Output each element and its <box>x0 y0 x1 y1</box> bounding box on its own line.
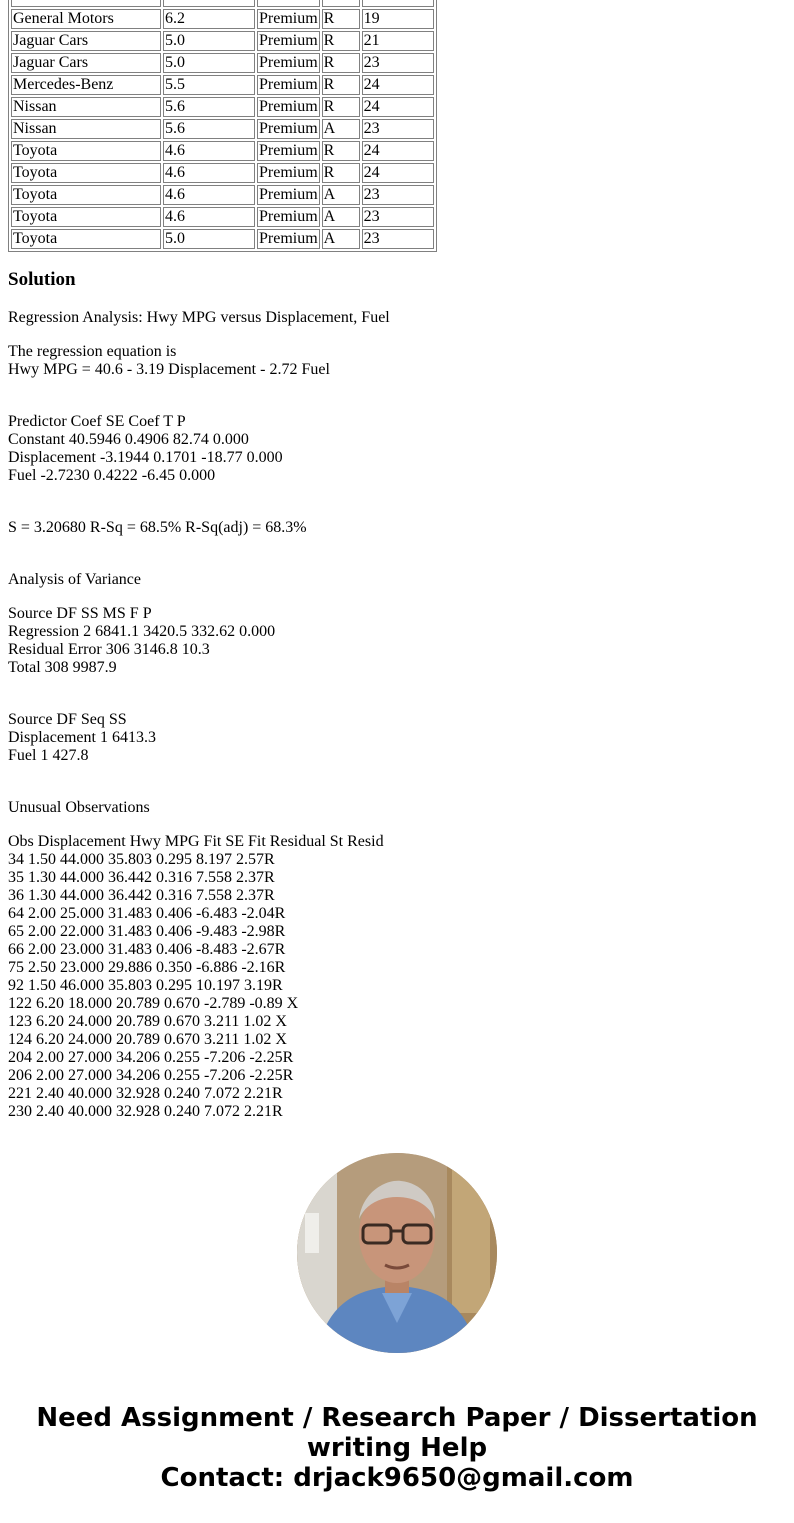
unusual-observation-line: 230 2.40 40.000 32.928 0.240 7.072 2.21R <box>8 1103 283 1120</box>
car-data-table <box>8 0 437 252</box>
fit-statistics: S = 3.20680 R-Sq = 68.5% R-Sq(adj) = 68.3% <box>8 519 307 536</box>
unusual-observation-line: 34 1.50 44.000 35.803 0.295 8.197 2.57R <box>8 851 275 868</box>
table-cell <box>257 0 320 7</box>
table-cell: 23 <box>362 119 434 139</box>
table-row <box>11 229 434 249</box>
table-cell: 4.6 <box>163 185 255 205</box>
table-cell: R <box>322 163 360 183</box>
table-cell: Toyota <box>11 163 161 183</box>
table-cell: Premium <box>259 54 318 71</box>
coef-line: Predictor Coef SE Coef T P <box>8 413 186 430</box>
table-cell: General Motors <box>11 9 161 29</box>
table-cell: A <box>322 207 360 227</box>
table-cell: Premium <box>259 208 318 225</box>
table-cell: R <box>322 97 360 117</box>
regression-equation: Hwy MPG = 40.6 - 3.19 Displacement - 2.72 Fuel <box>8 361 330 378</box>
promo-contact: Contact: drjack9650@gmail.com <box>160 1463 634 1493</box>
table-cell: Jaguar Cars <box>11 31 161 51</box>
table-cell: 24 <box>362 75 434 95</box>
coef-line: Constant 40.5946 0.4906 82.74 0.000 <box>8 431 249 448</box>
unusual-observation-line: 64 2.00 25.000 31.483 0.406 -6.483 -2.04R <box>8 905 286 922</box>
table-cell: Premium <box>259 76 318 93</box>
table-cell: R <box>322 141 360 161</box>
anova-line: Regression 2 6841.1 3420.5 332.62 0.000 <box>8 623 276 640</box>
table-cell: 23 <box>362 229 434 249</box>
seq-ss-table <box>8 711 156 765</box>
table-cell: 5.6 <box>163 119 255 139</box>
author-avatar <box>297 1153 497 1353</box>
unusual-observation-line: 204 2.00 27.000 34.206 0.255 -7.206 -2.25R <box>8 1049 294 1066</box>
table-cell: 23 <box>362 53 434 73</box>
table-row <box>11 0 434 7</box>
regression-title: Regression Analysis: Hwy MPG versus Displacement, Fuel <box>8 309 390 326</box>
unusual-observation-line: Obs Displacement Hwy MPG Fit SE Fit Residual St Resid <box>8 833 384 850</box>
unusual-observations-title: Unusual Observations <box>8 799 150 816</box>
table-cell: Jaguar Cars <box>11 53 161 73</box>
table-cell: 21 <box>362 31 434 51</box>
table-cell: 5.6 <box>163 97 255 117</box>
table-cell: A <box>322 119 360 139</box>
table-cell: R <box>322 31 360 51</box>
regression-equation-block <box>8 343 330 379</box>
table-cell <box>163 0 255 7</box>
table-cell: A <box>322 229 360 249</box>
unusual-observation-line: 35 1.30 44.000 36.442 0.316 7.558 2.37R <box>8 869 275 886</box>
table-cell <box>11 0 161 7</box>
table-row <box>11 9 434 29</box>
anova-line: Total 308 9987.9 <box>8 659 117 676</box>
table-cell: 24 <box>362 163 434 183</box>
table-cell: R <box>322 75 360 95</box>
unusual-observation-line: 206 2.00 27.000 34.206 0.255 -7.206 -2.25R <box>8 1067 294 1084</box>
unusual-observations-table <box>8 833 384 1121</box>
table-cell: Premium <box>259 120 318 137</box>
anova-title: Analysis of Variance <box>8 571 141 588</box>
table-cell: Premium <box>259 142 318 159</box>
coefficient-table <box>8 413 283 485</box>
table-cell: Premium <box>259 164 318 181</box>
table-cell: 5.0 <box>163 53 255 73</box>
unusual-observation-line: 65 2.00 22.000 31.483 0.406 -9.483 -2.98R <box>8 923 286 940</box>
table-row <box>11 31 434 51</box>
table-row <box>11 141 434 161</box>
anova-table <box>8 605 275 677</box>
solution-heading: Solution <box>8 269 76 290</box>
unusual-observation-line: 36 1.30 44.000 36.442 0.316 7.558 2.37R <box>8 887 275 904</box>
table-cell: Toyota <box>11 229 161 249</box>
table-cell: Premium <box>259 32 318 49</box>
table-cell: Toyota <box>11 185 161 205</box>
promo-footer <box>0 1403 794 1493</box>
table-row <box>11 207 434 227</box>
unusual-observation-line: 122 6.20 18.000 20.789 0.670 -2.789 -0.89 X <box>8 995 299 1012</box>
table-cell: 19 <box>362 9 434 29</box>
table-cell <box>322 0 360 7</box>
table-row <box>11 185 434 205</box>
promo-line-2: writing Help <box>306 1433 488 1463</box>
promo-line-1: Need Assignment / Research Paper / Dissertation <box>36 1403 758 1433</box>
seq-line: Fuel 1 427.8 <box>8 747 89 764</box>
table-row <box>11 97 434 117</box>
unusual-observation-line: 66 2.00 23.000 31.483 0.406 -8.483 -2.67R <box>8 941 286 958</box>
table-row <box>11 119 434 139</box>
unusual-observation-line: 124 6.20 24.000 20.789 0.670 3.211 1.02 X <box>8 1031 287 1048</box>
table-row <box>11 75 434 95</box>
table-cell: R <box>322 53 360 73</box>
table-cell: Nissan <box>11 97 161 117</box>
table-cell: Premium <box>259 10 318 27</box>
anova-line: Residual Error 306 3146.8 10.3 <box>8 641 210 658</box>
table-cell: A <box>322 185 360 205</box>
equation-intro: The regression equation is <box>8 343 177 360</box>
unusual-observation-line: 75 2.50 23.000 29.886 0.350 -6.886 -2.16R <box>8 959 286 976</box>
table-cell: 23 <box>362 185 434 205</box>
unusual-observation-line: 92 1.50 46.000 35.803 0.295 10.197 3.19R <box>8 977 283 994</box>
table-cell: Premium <box>259 186 318 203</box>
table-cell: Nissan <box>11 119 161 139</box>
coef-line: Fuel -2.7230 0.4222 -6.45 0.000 <box>8 467 216 484</box>
seq-line: Displacement 1 6413.3 <box>8 729 156 746</box>
table-cell: Mercedes-Benz <box>11 75 161 95</box>
table-cell: 5.0 <box>163 31 255 51</box>
table-cell: 24 <box>362 141 434 161</box>
table-row <box>11 53 434 73</box>
unusual-observation-line: 221 2.40 40.000 32.928 0.240 7.072 2.21R <box>8 1085 283 1102</box>
author-photo <box>297 1153 497 1353</box>
unusual-observation-line: 123 6.20 24.000 20.789 0.670 3.211 1.02 X <box>8 1013 287 1030</box>
table-cell: 23 <box>362 207 434 227</box>
table-cell: Toyota <box>11 207 161 227</box>
table-cell: 5.5 <box>163 75 255 95</box>
table-cell: 6.2 <box>163 9 255 29</box>
anova-line: Source DF SS MS F P <box>8 605 152 622</box>
table-cell: 4.6 <box>163 141 255 161</box>
table-cell: 5.0 <box>163 229 255 249</box>
table-cell: Premium <box>259 230 318 247</box>
table-cell: 4.6 <box>163 163 255 183</box>
table-cell: Toyota <box>11 141 161 161</box>
table-cell: R <box>322 9 360 29</box>
table-cell: 4.6 <box>163 207 255 227</box>
table-row <box>11 163 434 183</box>
table-cell: Premium <box>259 98 318 115</box>
table-cell <box>362 0 434 7</box>
seq-line: Source DF Seq SS <box>8 711 127 728</box>
coef-line: Displacement -3.1944 0.1701 -18.77 0.000 <box>8 449 283 466</box>
table-cell: 24 <box>362 97 434 117</box>
